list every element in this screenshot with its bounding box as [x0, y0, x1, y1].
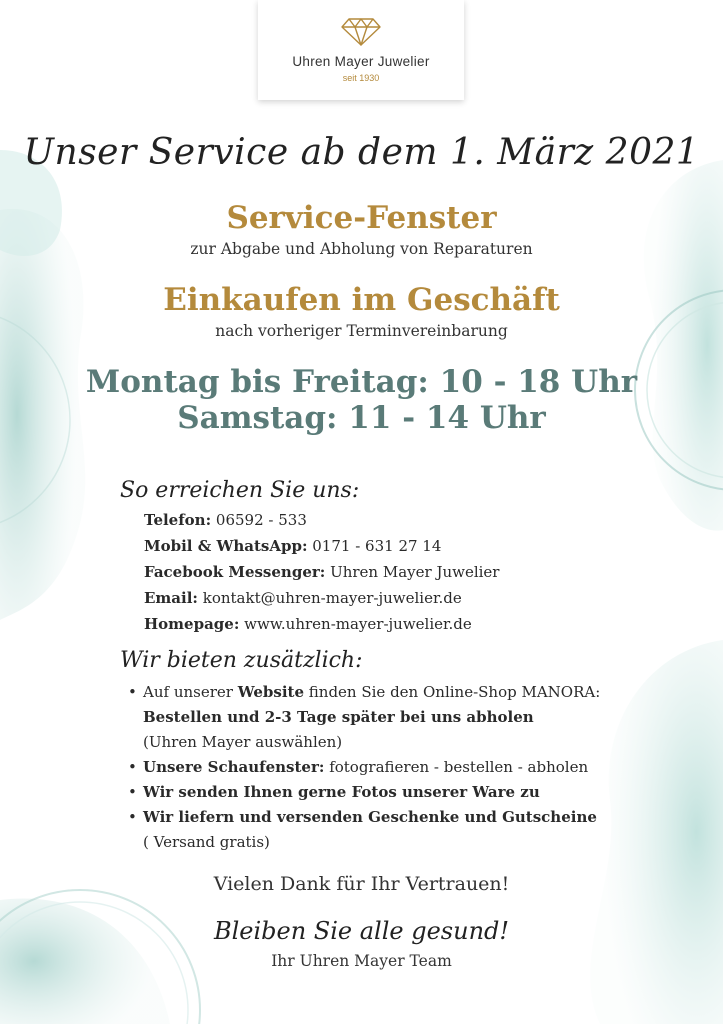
logo-since: seit 1930: [342, 73, 380, 83]
offer-bold: Wir senden Ihnen gerne Fotos unserer Ware zu: [143, 783, 540, 801]
contact-label: Mobil & WhatsApp:: [144, 537, 308, 555]
shopping-title: Einkaufen im Geschäft: [163, 282, 560, 318]
offers-heading: Wir bieten zusätzlich:: [120, 648, 363, 673]
service-subtitle: zur Abgabe und Abholung von Reparaturen: [190, 240, 533, 258]
offer-text: ( Versand gratis): [143, 833, 270, 851]
offer-website-line2: [128, 705, 600, 730]
offer-delivery: [128, 805, 600, 830]
contact-value: kontakt@uhren-mayer-juwelier.de: [202, 589, 462, 607]
contact-value: 06592 - 533: [215, 511, 307, 529]
contact-value: 0171 - 631 27 14: [312, 537, 442, 555]
logo: [258, 0, 464, 100]
wish-text: Bleiben Sie alle gesund!: [213, 917, 510, 945]
offer-text: Auf unserer: [143, 683, 233, 701]
offers-list: [128, 680, 600, 855]
service-title: Service-Fenster: [226, 200, 497, 236]
contact-homepage: [144, 611, 499, 637]
contact-mobile: [144, 533, 499, 559]
offer-bold: Unsere Schaufenster:: [143, 758, 325, 776]
signature-text: Ihr Uhren Mayer Team: [271, 952, 452, 970]
offer-text: fotografieren - bestellen - abholen: [329, 758, 589, 776]
offer-text: finden Sie den Online-Shop MANORA:: [308, 683, 601, 701]
diamond-icon: [341, 16, 381, 46]
contact-value: Uhren Mayer Juwelier: [330, 563, 500, 581]
shopping-subtitle: nach vorheriger Terminvereinbarung: [215, 322, 508, 340]
offer-delivery-line2: [128, 830, 600, 855]
offer-website-line3: [128, 730, 600, 755]
offer-website: [128, 680, 600, 705]
contact-label: Facebook Messenger:: [144, 563, 326, 581]
offer-text: (Uhren Mayer auswählen): [143, 733, 343, 751]
offer-shopwindow: [128, 755, 600, 780]
contact-email: [144, 585, 499, 611]
hours-saturday: Samstag: 11 - 14 Uhr: [177, 400, 546, 436]
contact-messenger: [144, 559, 499, 585]
contact-value: www.uhren-mayer-juwelier.de: [244, 615, 472, 633]
contact-label: Telefon:: [144, 511, 212, 529]
offer-bold: Bestellen und 2-3 Tage später bei uns abholen: [143, 708, 534, 726]
offer-bold: Wir liefern und versenden Geschenke und Gutscheine: [143, 808, 597, 826]
hours-weekdays: Montag bis Freitag: 10 - 18 Uhr: [85, 364, 638, 400]
contact-phone: [144, 507, 499, 533]
logo-name: Uhren Mayer Juwelier: [292, 54, 430, 69]
contact-list: [144, 507, 499, 637]
contact-heading: So erreichen Sie uns:: [120, 478, 360, 503]
page-title: Unser Service ab dem 1. März 2021: [23, 132, 700, 173]
thanks-text: Vielen Dank für Ihr Vertrauen!: [213, 873, 510, 895]
offer-photos: [128, 780, 600, 805]
offer-bold: Website: [237, 683, 304, 701]
contact-label: Email:: [144, 589, 198, 607]
contact-label: Homepage:: [144, 615, 240, 633]
